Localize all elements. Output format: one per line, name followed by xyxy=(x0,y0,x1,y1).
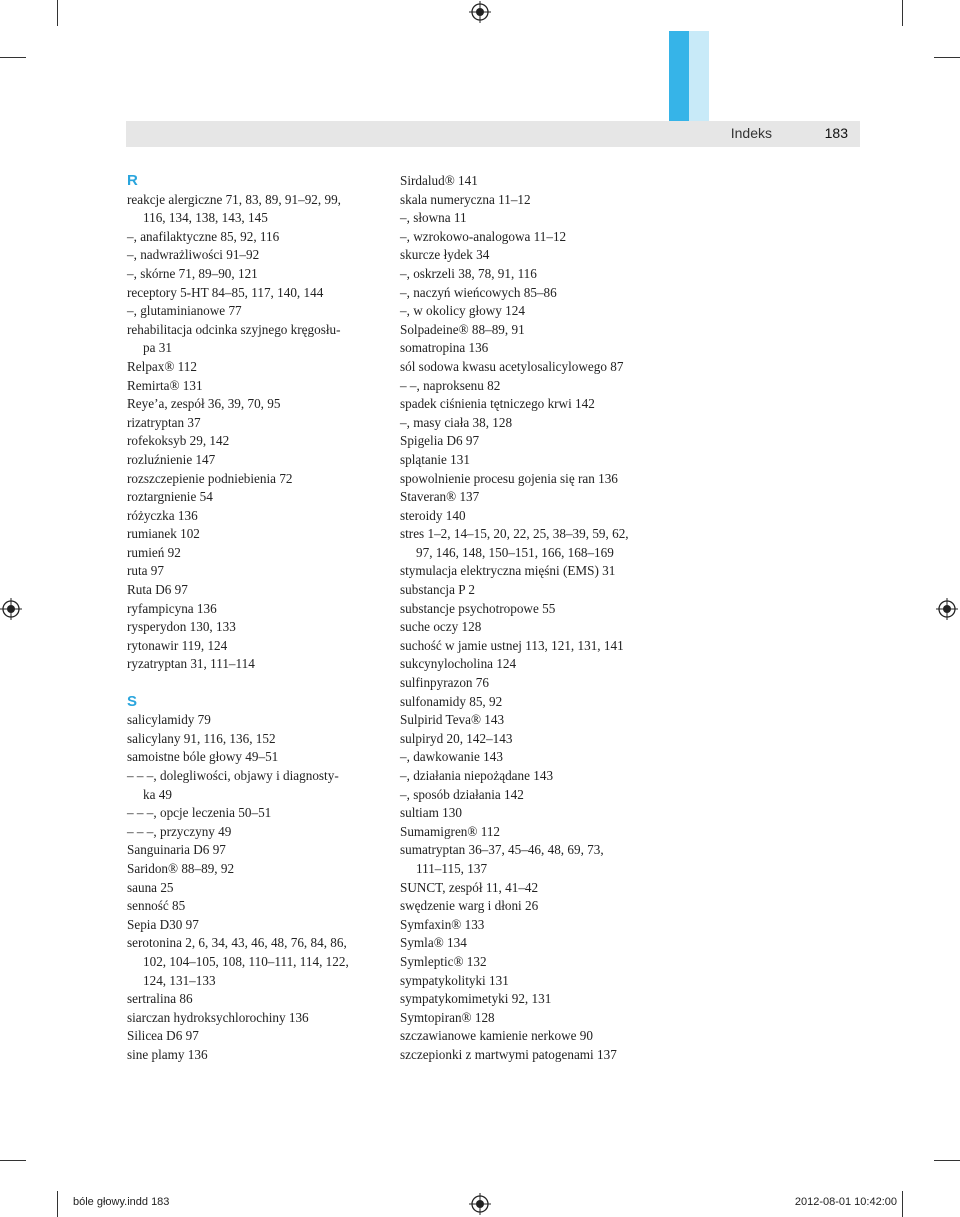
index-entry: sumatryptan 36–37, 45–46, 48, 69, 73, xyxy=(400,842,604,858)
index-entry: sulpiryd 20, 142–143 xyxy=(400,730,513,746)
index-entry: sympatykomimetyki 92, 131 xyxy=(400,991,552,1007)
index-entry: Silicea D6 97 xyxy=(127,1028,199,1044)
index-entry: –, skórne 71, 89–90, 121 xyxy=(127,265,258,281)
index-entry: Relpax® 112 xyxy=(127,358,197,374)
index-entry: sulfonamidy 85, 92 xyxy=(400,693,503,709)
index-entry: – – –, dolegliwości, objawy i diagnosty- xyxy=(127,768,339,783)
index-entry-continuation: ka 49 xyxy=(143,786,172,802)
crop-mark xyxy=(57,1191,58,1217)
index-entry: sine plamy 136 xyxy=(127,1046,208,1062)
index-entry: substancja P 2 xyxy=(400,582,475,598)
index-entry-continuation: 111–115, 137 xyxy=(416,860,488,876)
index-entry: szczepionki z martwymi patogenami 137 xyxy=(400,1046,617,1062)
index-entry: Remirta® 131 xyxy=(127,377,203,393)
index-entry: spadek ciśnienia tętniczego krwi 142 xyxy=(400,396,595,412)
index-entry: roztargnienie 54 xyxy=(127,489,213,505)
index-entry: –, słowna 11 xyxy=(400,210,467,226)
index-entry: – –, naproksenu 82 xyxy=(400,377,501,393)
index-entry: sertralina 86 xyxy=(127,991,193,1007)
index-entry: rozluźnienie 147 xyxy=(127,451,216,467)
index-entry: steroidy 140 xyxy=(400,507,466,523)
registration-mark-icon xyxy=(469,1,491,23)
index-entry: –, naczyń wieńcowych 85–86 xyxy=(400,284,557,300)
index-entry: salicylamidy 79 xyxy=(127,712,211,728)
registration-mark-icon xyxy=(0,598,22,620)
crop-mark xyxy=(902,0,903,26)
index-entry: sól sodowa kwasu acetylosalicylowego 87 xyxy=(400,358,624,374)
index-entry: reakcje alergiczne 71, 83, 89, 91–92, 99, xyxy=(127,191,341,207)
index-entry: Reye’a, zespół 36, 39, 70, 95 xyxy=(127,396,281,412)
index-column-left xyxy=(127,172,387,1065)
index-entry: splątanie 131 xyxy=(400,451,470,467)
index-entry: spowolnienie procesu gojenia się ran 136 xyxy=(400,470,618,486)
index-entry: skala numeryczna 11–12 xyxy=(400,191,531,207)
index-entry: rozszczepienie podniebienia 72 xyxy=(127,470,293,486)
index-entry: –, nadwrażliwości 91–92 xyxy=(127,247,260,263)
index-entry: rumień 92 xyxy=(127,544,181,560)
slug-filename: bóle głowy.indd 183 xyxy=(73,1196,170,1208)
index-entry: – – –, przyczyny 49 xyxy=(127,823,232,839)
index-entry: szczawianowe kamienie nerkowe 90 xyxy=(400,1028,593,1044)
index-entry: –, oskrzeli 38, 78, 91, 116 xyxy=(400,265,537,281)
index-entry: serotonina 2, 6, 34, 43, 46, 48, 76, 84, 86, xyxy=(127,935,347,951)
index-entry: rofekoksyb 29, 142 xyxy=(127,433,230,449)
index-entry-continuation: pa 31 xyxy=(143,340,172,356)
index-entry: –, anafilaktyczne 85, 92, 116 xyxy=(127,228,280,244)
index-entry: sympatykolityki 131 xyxy=(400,972,509,988)
index-entry: Symla® 134 xyxy=(400,935,467,951)
index-entry: rumianek 102 xyxy=(127,526,200,542)
running-header xyxy=(126,121,860,147)
index-column-right xyxy=(400,172,670,1065)
crop-mark xyxy=(934,57,960,58)
index-list-r xyxy=(127,191,387,674)
index-entry-continuation: 97, 146, 148, 150–151, 166, 168–169 xyxy=(416,544,614,560)
index-entry: ryzatryptan 31, 111–114 xyxy=(127,656,255,672)
index-entry: Spigelia D6 97 xyxy=(400,433,480,449)
index-entry: receptory 5-HT 84–85, 117, 140, 144 xyxy=(127,284,324,300)
section-gap xyxy=(127,674,387,693)
index-entry: Symfaxin® 133 xyxy=(400,916,485,932)
index-list-s xyxy=(127,711,387,1064)
index-entry: Ruta D6 97 xyxy=(127,582,188,598)
index-entry: samoistne bóle głowy 49–51 xyxy=(127,749,279,765)
index-entry: –, sposób działania 142 xyxy=(400,786,524,802)
index-list-s-continued xyxy=(400,172,670,1065)
index-entry: somatropina 136 xyxy=(400,340,489,356)
index-entry: Sepia D30 97 xyxy=(127,916,199,932)
index-entry-continuation: 124, 131–133 xyxy=(143,972,216,988)
index-entry: siarczan hydroksychlorochiny 136 xyxy=(127,1009,309,1025)
index-entry: rytonawir 119, 124 xyxy=(127,637,228,653)
crop-mark xyxy=(57,0,58,26)
index-entry: skurcze łydek 34 xyxy=(400,247,490,263)
index-entry: suchość w jamie ustnej 113, 121, 131, 141 xyxy=(400,637,624,653)
slug-datetime: 2012-08-01 10:42:00 xyxy=(794,1196,897,1208)
index-entry: rysperydon 130, 133 xyxy=(127,619,236,635)
crop-mark xyxy=(0,1160,26,1161)
index-entry: Symtopiran® 128 xyxy=(400,1009,495,1025)
index-entry: Solpadeine® 88–89, 91 xyxy=(400,321,525,337)
index-entry: Sumamigren® 112 xyxy=(400,823,501,839)
index-entry: rizatryptan 37 xyxy=(127,414,201,430)
index-entry: Symleptic® 132 xyxy=(400,953,487,969)
index-entry-continuation: 116, 134, 138, 143, 145 xyxy=(143,210,268,226)
index-entry: Sulpirid Teva® 143 xyxy=(400,712,505,728)
index-entry: suche oczy 128 xyxy=(400,619,482,635)
header-title: Indeks xyxy=(730,125,772,141)
index-entry: różyczka 136 xyxy=(127,507,198,523)
index-entry: rehabilitacja odcinka szyjnego kręgosłu- xyxy=(127,321,341,337)
index-entry: substancje psychotropowe 55 xyxy=(400,600,556,616)
index-entry: –, dawkowanie 143 xyxy=(400,749,503,765)
section-letter-r: R xyxy=(127,172,138,189)
index-entry: swędzenie warg i dłoni 26 xyxy=(400,898,539,914)
index-entry: salicylany 91, 116, 136, 152 xyxy=(127,730,276,746)
index-entry: sauna 25 xyxy=(127,879,174,895)
index-entry: –, działania niepożądane 143 xyxy=(400,768,554,783)
index-entry: Sirdalud® 141 xyxy=(400,173,478,188)
section-letter-s: S xyxy=(127,692,138,710)
index-entry: sulfinpyrazon 76 xyxy=(400,675,489,691)
index-entry: Saridon® 88–89, 92 xyxy=(127,860,235,876)
index-entry: – – –, opcje leczenia 50–51 xyxy=(127,805,272,821)
index-entry: sultiam 130 xyxy=(400,805,462,821)
index-entry: Staveran® 137 xyxy=(400,489,480,505)
registration-mark-icon xyxy=(469,1193,491,1215)
index-entry: ruta 97 xyxy=(127,563,164,579)
registration-mark-icon xyxy=(936,598,958,620)
index-entry: ryfampicyna 136 xyxy=(127,600,217,616)
index-entry: –, masy ciała 38, 128 xyxy=(400,414,513,430)
index-entry: stres 1–2, 14–15, 20, 22, 25, 38–39, 59, 62, xyxy=(400,526,629,542)
index-entry: –, wzrokowo-analogowa 11–12 xyxy=(400,228,567,244)
index-entry: –, glutaminianowe 77 xyxy=(127,303,242,319)
page-number: 183 xyxy=(824,125,848,141)
index-entry: sukcynylocholina 124 xyxy=(400,656,517,672)
index-entry-continuation: 102, 104–105, 108, 110–111, 114, 122, xyxy=(143,953,349,969)
index-entry: senność 85 xyxy=(127,898,186,914)
crop-mark xyxy=(934,1160,960,1161)
crop-mark xyxy=(0,57,26,58)
index-entry: –, w okolicy głowy 124 xyxy=(400,303,525,319)
index-entry: Sanguinaria D6 97 xyxy=(127,842,226,858)
index-entry: stymulacja elektryczna mięśni (EMS) 31 xyxy=(400,563,616,579)
index-entry: SUNCT, zespół 11, 41–42 xyxy=(400,879,539,895)
crop-mark xyxy=(902,1191,903,1217)
